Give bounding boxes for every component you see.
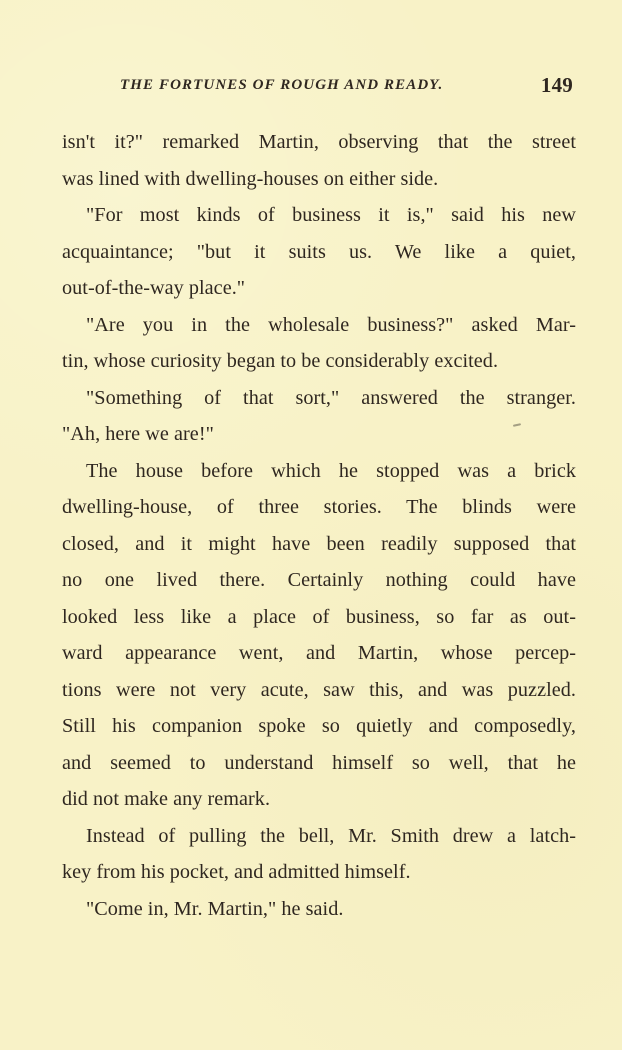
text-line: did not make any remark.: [62, 788, 271, 810]
text-line: "Are you in the wholesale business?" asked Mar-: [86, 313, 576, 336]
page-header: [120, 74, 575, 104]
text-line: The house before which he stopped was a brick: [86, 459, 576, 482]
text-line: looked less like a place of business, so far as out-: [62, 605, 576, 628]
page-body: [62, 124, 576, 927]
text-line: "Ah, here we are!": [62, 423, 214, 445]
text-line: "Come in, Mr. Martin," he said.: [86, 897, 344, 920]
text-line: closed, and it might have been readily supposed that: [62, 532, 576, 555]
text-line: was lined with dwelling-houses on either side.: [62, 167, 439, 190]
text-line: ward appearance went, and Martin, whose percep-: [62, 642, 576, 664]
text-line: no one lived there. Certainly nothing could have: [62, 569, 576, 591]
text-line: tin, whose curiosity began to be considerably excited.: [62, 350, 499, 372]
page-number: 149: [540, 73, 573, 97]
text-line: and seemed to understand himself so well, that he: [62, 751, 576, 774]
text-line: acquaintance; "but it suits us. We like a quiet,: [62, 240, 576, 263]
text-line: dwelling-house, of three stories. The blinds were: [62, 496, 576, 518]
text-line: "For most kinds of business it is," said his new: [86, 204, 576, 226]
text-line: Instead of pulling the bell, Mr. Smith drew a latch-: [86, 824, 576, 847]
text-line: "Something of that sort," answered the stranger.: [86, 386, 576, 409]
text-line: Still his companion spoke so quietly and composedly,: [62, 715, 576, 737]
text-line: out-of-the-way place.": [62, 277, 246, 299]
text-line: key from his pocket, and admitted himself.: [62, 861, 411, 883]
text-line: tions were not very acute, saw this, and was puzzled.: [62, 678, 576, 701]
text-line: isn't it?" remarked Martin, observing that the street: [62, 131, 576, 153]
running-head: THE FORTUNES OF ROUGH AND READY.: [120, 77, 444, 93]
